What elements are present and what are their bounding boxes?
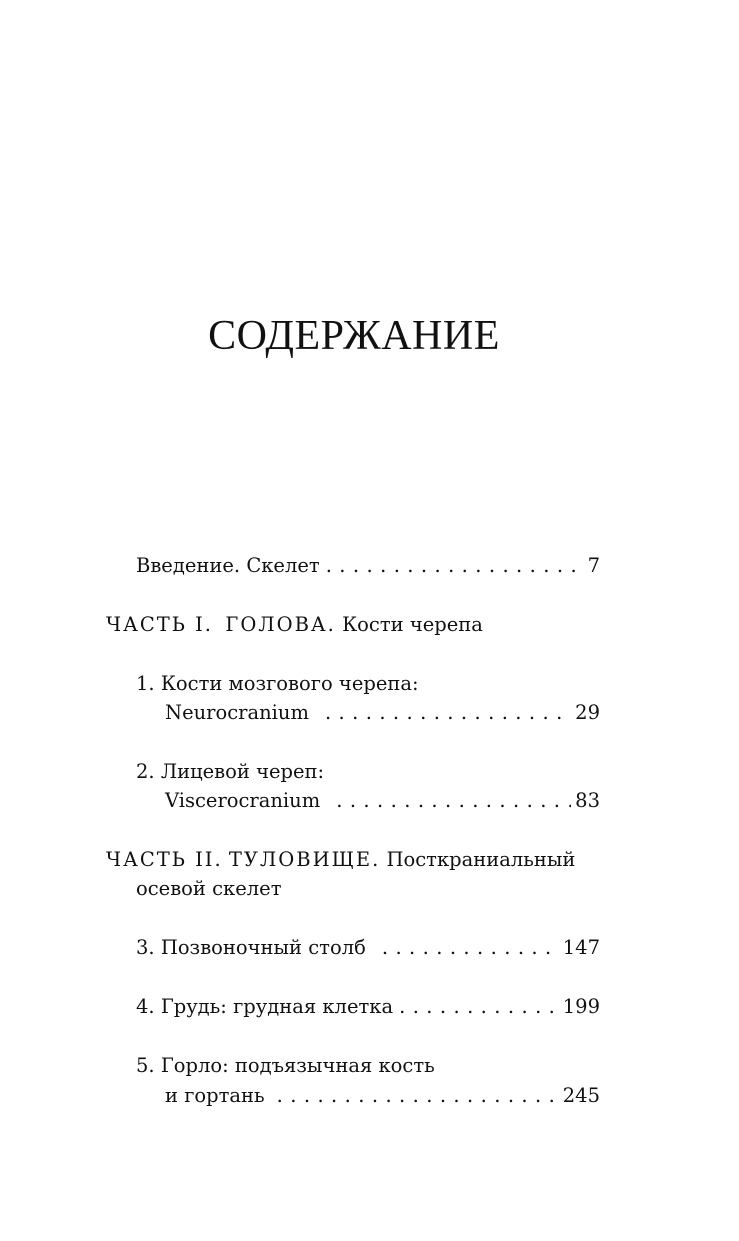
toc-entry-ch1-line1[interactable]: [136, 672, 419, 696]
toc-entry-ch4[interactable]: [136, 995, 600, 1019]
part-subtitle: Кости черепа: [342, 613, 483, 636]
page-number: 29: [575, 701, 600, 724]
part-name: ТУЛОВИЩЕ.: [228, 848, 381, 871]
toc-entry-ch3[interactable]: [136, 936, 600, 960]
dot-leader: [277, 1084, 559, 1108]
part-subtitle: Посткраниальный: [386, 848, 576, 871]
entry-label: Грудь: грудная клетка: [160, 995, 394, 1018]
page-number: 83: [575, 789, 600, 812]
part-number: ЧАСТЬ I.: [106, 613, 214, 636]
page-title: СОДЕРЖАНИЕ: [208, 313, 500, 359]
chapter-number: 1.: [136, 672, 155, 695]
entry-label-latin: Neurocranium: [165, 701, 309, 724]
toc-entry-ch5-line1[interactable]: [136, 1054, 435, 1078]
dot-leader: [382, 936, 559, 960]
entry-label: Введение. Скелет: [136, 554, 320, 577]
chapter-number: 3.: [136, 936, 155, 959]
toc-part-2-line1[interactable]: [106, 848, 575, 872]
toc-entry-ch2-line2[interactable]: [165, 789, 600, 813]
dot-leader: [399, 995, 559, 1019]
page-number: 245: [562, 1084, 600, 1107]
entry-label: Лицевой череп:: [160, 760, 325, 783]
part-subtitle: осевой скелет: [136, 877, 282, 900]
toc-entry-ch1-line2[interactable]: [165, 701, 600, 725]
dot-leader: [325, 701, 571, 725]
entry-label: и гортань: [165, 1084, 265, 1107]
dot-leader: [326, 554, 584, 578]
page-number: 199: [562, 995, 600, 1018]
entry-label: Горло: подъязычная кость: [160, 1054, 435, 1077]
chapter-number: 5.: [136, 1054, 155, 1077]
chapter-number: 2.: [136, 760, 155, 783]
entry-label: Позвоночный столб: [160, 936, 366, 959]
dot-leader: [336, 789, 571, 813]
toc-entry-intro[interactable]: [136, 554, 600, 578]
toc-entry-ch2-line1[interactable]: [136, 760, 324, 784]
page-number: 7: [587, 554, 600, 577]
page-number: 147: [562, 936, 600, 959]
entry-label: Кости мозгового черепа:: [160, 672, 419, 695]
toc-entry-ch5-line2[interactable]: [165, 1084, 600, 1108]
toc-part-1[interactable]: [106, 613, 483, 637]
part-name: ГОЛОВА.: [225, 613, 336, 636]
part-number: ЧАСТЬ II.: [106, 848, 223, 871]
toc-part-2-line2: [136, 877, 281, 901]
entry-label-latin: Viscerocranium: [165, 789, 321, 812]
chapter-number: 4.: [136, 995, 155, 1018]
